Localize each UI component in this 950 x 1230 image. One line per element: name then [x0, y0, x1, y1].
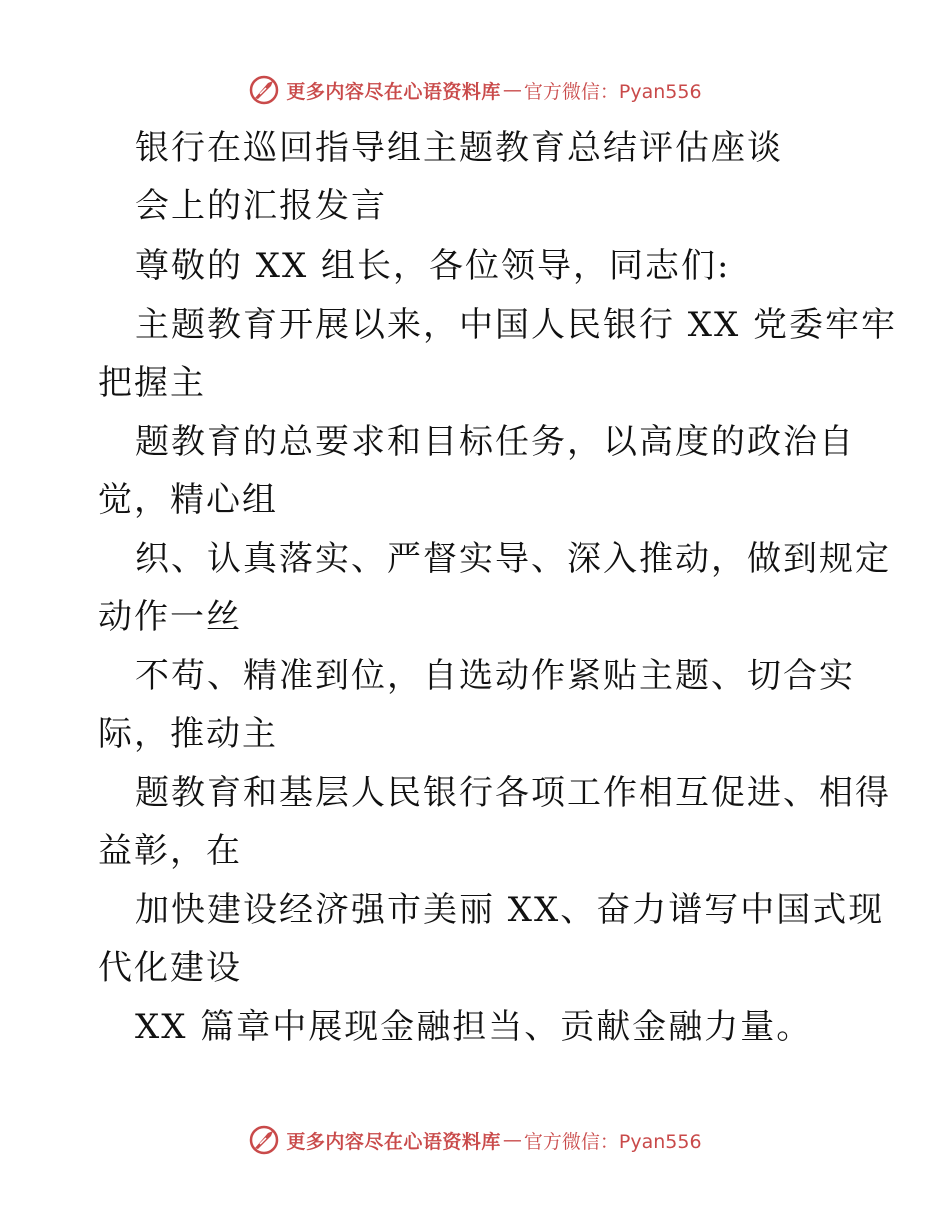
watermark-main-text: 更多内容尽在心语资料库	[286, 1130, 501, 1153]
watermark-footer	[0, 1120, 950, 1160]
paragraph-line: 不苟、精准到位，自选动作紧贴主题、切合实	[135, 656, 855, 696]
paragraph-line: 代化建设	[98, 948, 242, 988]
watermark-header	[0, 70, 950, 110]
paragraph-line: XX 篇章中展现金融担当、贡献金融力量。	[135, 1007, 813, 1047]
document-title-line-1: 银行在巡回指导组主题教育总结评估座谈	[135, 128, 783, 168]
watermark-dash: —	[502, 79, 522, 101]
paragraph-line: 织、认真落实、严督实导、深入推动，做到规定	[135, 539, 891, 579]
paragraph-line: 益彰，在	[98, 831, 242, 871]
watermark-dash: —	[502, 1129, 522, 1151]
paragraph-line: 觉，精心组	[98, 480, 278, 520]
salutation-line: 尊敬的 XX 组长，各位领导，同志们:	[135, 246, 731, 286]
paragraph-line: 题教育的总要求和目标任务，以高度的政治自	[135, 422, 855, 462]
watermark-sub-text: 官方微信：Pyan556	[523, 80, 702, 103]
paragraph-line: 题教育和基层人民银行各项工作相互促进、相得	[135, 773, 891, 813]
document-title-line-2: 会上的汇报发言	[135, 186, 387, 226]
quill-pen-logo-icon	[248, 1124, 280, 1156]
watermark-sub-text: 官方微信：Pyan556	[523, 1130, 702, 1153]
paragraph-line: 动作一丝	[98, 597, 242, 637]
paragraph-line: 把握主	[98, 363, 206, 403]
paragraph-line: 主题教育开展以来，中国人民银行 XX 党委牢牢	[135, 305, 898, 345]
paragraph-line: 际，推动主	[98, 714, 278, 754]
paragraph-line: 加快建设经济强市美丽 XX、奋力谱写中国式现	[135, 890, 885, 930]
quill-pen-logo-icon	[248, 74, 280, 106]
watermark-main-text: 更多内容尽在心语资料库	[286, 80, 501, 103]
